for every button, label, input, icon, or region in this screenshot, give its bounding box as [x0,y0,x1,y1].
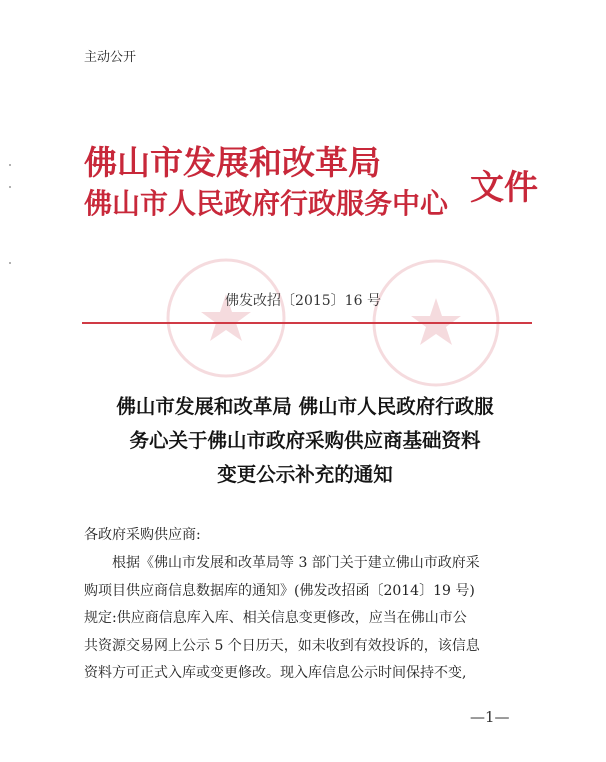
body-line: 规定:供应商信息库入库、相关信息变更修改，应当在佛山市公 [84,610,467,626]
title-line: 变更公示补充的通知 [217,463,393,486]
body-line: 资料方可正式入库或变更修改。现入库信息公示时间保持不变, [84,665,467,681]
margin-mark [9,186,11,188]
margin-mark [9,262,11,264]
notice-title [70,390,540,492]
issuer-name-2: 佛山市人民政府行政服务中心 [84,187,449,220]
red-divider [82,322,532,324]
document-word: 文件 [470,168,538,208]
title-line: 佛山市发展和改革局 佛山市人民政府行政服 [116,395,494,418]
salutation: 各政府采购供应商: [84,527,201,543]
issuer-name-1: 佛山市发展和改革局 [84,143,381,182]
document-number: 佛发改招〔2015〕16 号 [225,293,381,309]
body-line: 根据《佛山市发展和改革局等 3 部门关于建立佛山市政府采 [112,555,480,571]
margin-mark [9,164,11,166]
body-line: 共资源交易网上公示 5 个日历天，如未收到有效投诉的，该信息 [84,637,480,654]
body-line: 购项目供应商信息数据库的通知》(佛发改招函〔2014〕19 号) [84,582,475,599]
title-line: 务心关于佛山市政府采购供应商基础资料 [129,429,481,452]
body-paragraph [84,550,539,688]
public-label: 主动公开 [84,50,137,65]
page-number: —1— [470,708,510,726]
